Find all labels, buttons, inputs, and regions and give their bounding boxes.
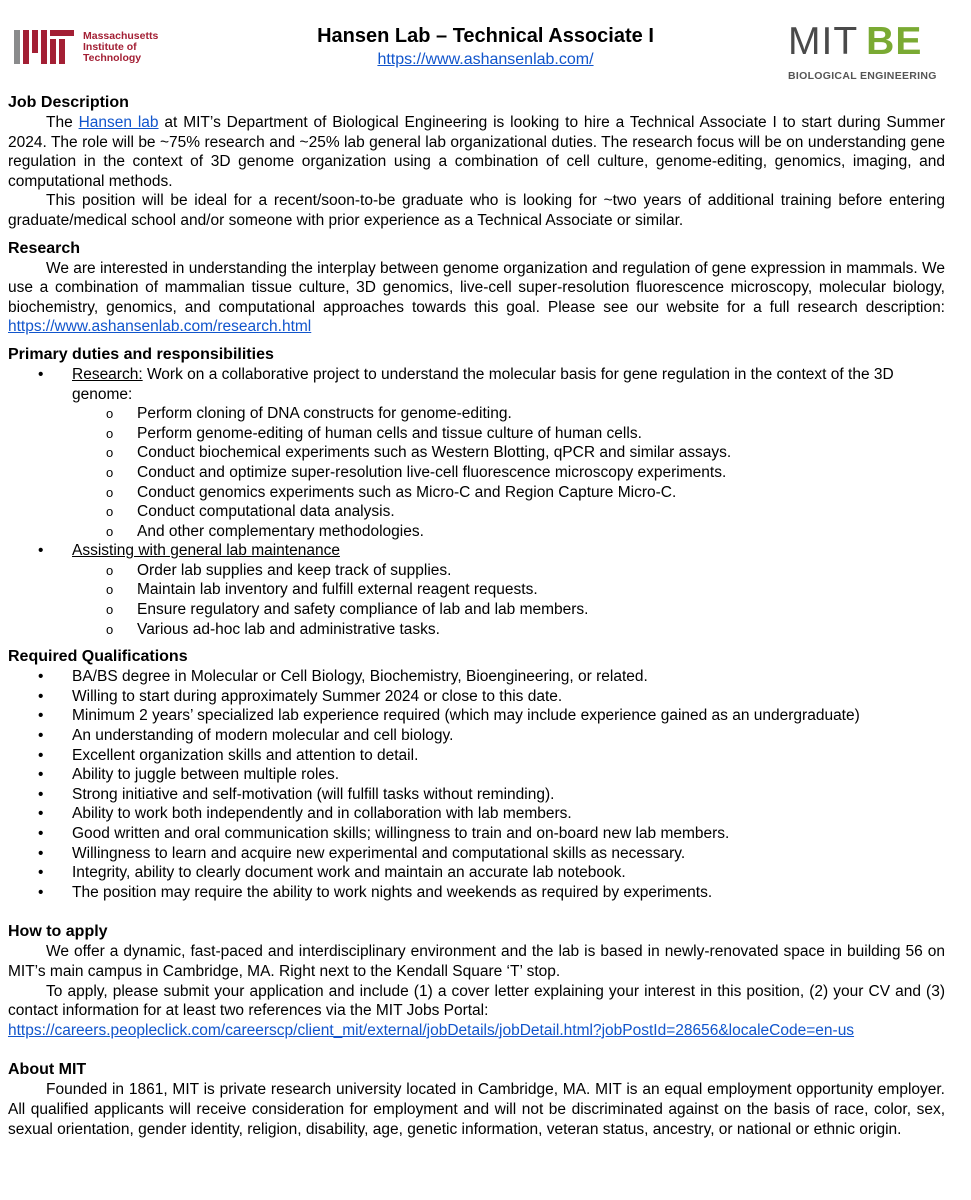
sub-item-text: Conduct and optimize super-resolution live-cell fluorescence microscopy experiments.: [137, 463, 727, 481]
be-logo-mit: MIT: [788, 20, 859, 63]
list-item: [8, 620, 945, 640]
list-item: [8, 463, 945, 483]
sub-bullet-icon: o: [106, 621, 114, 637]
duty-maintenance-label: Assisting with general lab maintenance: [72, 542, 340, 560]
heading-how-to-apply: How to apply: [8, 923, 108, 941]
sub-item-text: Maintain lab inventory and fulfill external reagent requests.: [137, 581, 538, 599]
sub-bullet-icon: o: [106, 484, 114, 500]
apply-paragraph-2: To apply, please submit your application and include (1) a cover letter explaining your interest in this position, (2) your CV and (3) contact information for at least two references via the MIT Jobs Portal:: [8, 982, 945, 1020]
hansen-lab-link[interactable]: Hansen lab: [78, 114, 159, 131]
be-logo-wordmark: [788, 22, 937, 62]
sub-bullet-icon: o: [106, 582, 114, 598]
spacer: [8, 1048, 945, 1060]
bullet-icon: •: [38, 805, 44, 823]
sub-item-text: And other complementary methodologies.: [137, 522, 424, 540]
list-item: [8, 522, 945, 542]
bullet-icon: •: [38, 365, 44, 383]
qualification-text: Strong initiative and self-motivation (will fulfill tasks without reminding).: [72, 785, 555, 803]
mit-logo-line-3: Technology: [83, 51, 142, 64]
heading-qualifications: Required Qualifications: [8, 648, 188, 666]
qualification-text: Ability to juggle between multiple roles.: [72, 766, 340, 784]
research-text: We are interested in understanding the interplay between genome organization and regulation of gene expression in mammals. We use a combination of mammalian tissue culture, 3D genomics, live-cell super-resolution fluorescence microscopy, molecular biology, biochemistry, genomics, and computational approaches towards this goal. Please see our website for a full research description:: [8, 259, 945, 316]
sub-item-text: Ensure regulatory and safety compliance of lab and lab members.: [137, 601, 589, 619]
sub-item-text: Various ad-hoc lab and administrative tasks.: [137, 620, 440, 638]
qualification-text: BA/BS degree in Molecular or Cell Biology, Biochemistry, Bioengineering, or related.: [72, 668, 648, 686]
about-mit-paragraph: Founded in 1861, MIT is private research university located in Cambridge, MA. MIT is an equal employment opportunity employer. All qualified applicants will receive consideration for employment and will not be discriminated against on the basis of race, color, sex, sexual orientation, gender identity, religion, disability, age, genetic information, veteran status, ancestry, or national or ethnic origin.: [8, 1081, 945, 1138]
bullet-icon: •: [38, 707, 44, 725]
be-logo-subtitle: BIOLOGICAL ENGINEERING: [788, 70, 937, 82]
heading-about-mit: About MIT: [8, 1061, 87, 1079]
list-item: [8, 600, 945, 620]
list-item: [8, 404, 945, 424]
bullet-icon: •: [38, 766, 44, 784]
sub-item-text: Conduct computational data analysis.: [137, 503, 395, 521]
section-job-description: [8, 93, 945, 231]
heading-job-description: Job Description: [8, 94, 129, 111]
heading-duties: Primary duties and responsibilities: [8, 345, 274, 363]
apply-link-container: [8, 1021, 945, 1041]
mit-be-logo: [788, 22, 937, 87]
bullet-icon: •: [38, 844, 44, 862]
list-item: [8, 765, 945, 785]
list-item: [8, 541, 945, 639]
sub-item-text: Perform cloning of DNA constructs for genome-editing.: [137, 405, 512, 423]
bullet-icon: •: [38, 825, 44, 842]
heading-research: Research: [8, 239, 81, 257]
job-description-paragraph-2: This position will be ideal for a recent/soon-to-be graduate who is looking for ~two years of additional training before entering graduate/medical school and/or someone with prior experience as a Technical Associate or similar.: [8, 192, 945, 229]
jd-p1-post: at MIT’s Department of Biological Engineering is looking to hire a Technical Associate I to start during Summer 2024. The role will be ~75% research and ~25% lab general lab organizational duties. The research focus will be on understanding gene regulation in the context of 3D genome organization using a combination of cell culture, genome-editing, genomics, imaging, and computational methods.: [8, 114, 946, 190]
bullet-icon: •: [38, 883, 44, 901]
sub-bullet-icon: o: [106, 425, 114, 441]
qualification-text: The position may require the ability to work nights and weekends as required by experiments.: [72, 883, 713, 901]
document-body: [8, 93, 945, 1147]
be-logo-be: BE: [866, 20, 923, 63]
spacer: [8, 910, 945, 922]
list-item: [8, 824, 945, 844]
qualification-text: An understanding of modern molecular and cell biology.: [72, 727, 454, 745]
qualification-text: Excellent organization skills and attention to detail.: [72, 746, 419, 764]
sub-bullet-icon: o: [106, 445, 114, 461]
list-item: [8, 687, 945, 707]
sub-bullet-icon: o: [106, 464, 114, 480]
list-item: [8, 502, 945, 522]
list-item: [8, 483, 945, 503]
list-item: [8, 424, 945, 444]
mit-logo-line-2: Institute of: [83, 40, 137, 53]
bullet-icon: •: [38, 864, 44, 882]
page-title: Hansen Lab – Technical Associate I: [317, 25, 654, 47]
bullet-icon: •: [38, 687, 44, 705]
apply-paragraph-1: We offer a dynamic, fast-paced and interdisciplinary environment and the lab is based in newly-renovated space in building 56 on MIT’s main campus in Cambridge, MA. Right next to the Kendall Square ‘T’ stop.: [8, 943, 945, 980]
section-research: [8, 239, 945, 337]
sub-bullet-icon: o: [106, 523, 114, 539]
list-item: [8, 706, 945, 726]
list-item: [8, 443, 945, 463]
list-item: [8, 726, 945, 746]
job-description-paragraph-1: [8, 113, 945, 191]
qualifications-list: [8, 667, 945, 902]
jd-p1-pre: The: [46, 114, 79, 131]
research-duties-sublist: [72, 404, 945, 541]
section-qualifications: [8, 647, 945, 902]
sub-bullet-icon: o: [106, 562, 114, 578]
list-item: [8, 883, 945, 903]
lab-website-link[interactable]: https://www.ashansenlab.com/: [377, 51, 594, 68]
list-item: [8, 746, 945, 766]
sub-item-text: Conduct biochemical experiments such as Western Blotting, qPCR and similar assays.: [137, 444, 732, 462]
qualification-text: Minimum 2 years’ specialized lab experience required (which may include experience gained as an undergraduate): [72, 707, 860, 725]
duty-research-text: Work on a collaborative project to understand the molecular basis for gene regulation in the context of the 3D genome:: [72, 365, 894, 403]
mit-jobs-portal-link[interactable]: https://careers.peopleclick.com/careerscp/client_mit/external/jobDetails/jobDetail.html?jobPostId=28656&localeCode=en-us: [8, 1021, 855, 1039]
sub-bullet-icon: o: [106, 406, 114, 422]
page-header: [0, 0, 971, 92]
sub-item-text: Order lab supplies and keep track of supplies.: [137, 561, 452, 579]
qualification-text: Ability to work both independently and in collaboration with lab members.: [72, 805, 572, 823]
research-link[interactable]: https://www.ashansenlab.com/research.html: [8, 318, 312, 336]
section-how-to-apply: [8, 922, 945, 1040]
duty-research-label: Research:: [72, 365, 143, 383]
list-item: [8, 365, 945, 541]
sub-item-text: Conduct genomics experiments such as Micro-C and Region Capture Micro-C.: [137, 483, 677, 501]
bullet-icon: •: [38, 727, 44, 745]
bullet-icon: •: [38, 746, 44, 764]
list-item: [8, 785, 945, 805]
section-duties: [8, 345, 945, 639]
duties-list: [8, 365, 945, 639]
list-item: [8, 667, 945, 687]
maintenance-duties-sublist: [72, 561, 945, 639]
section-about-mit: [8, 1060, 945, 1139]
research-paragraph: [8, 259, 945, 337]
bullet-icon: •: [38, 785, 44, 803]
qualification-text: Willingness to learn and acquire new experimental and computational skills as necessary.: [72, 844, 686, 862]
sub-bullet-icon: o: [106, 504, 114, 520]
list-item: [8, 580, 945, 600]
list-item: [8, 561, 945, 581]
qualification-text: Good written and oral communication skills; willingness to train and on-board new lab members.: [72, 825, 730, 842]
list-item: [8, 804, 945, 824]
sub-bullet-icon: o: [106, 602, 114, 618]
list-item: [8, 844, 945, 864]
bullet-icon: •: [38, 542, 44, 560]
qualification-text: Willing to start during approximately Summer 2024 or close to this date.: [72, 687, 563, 705]
qualification-text: Integrity, ability to clearly document work and maintain an accurate lab notebook.: [72, 864, 626, 882]
list-item: [8, 863, 945, 883]
sub-item-text: Perform genome-editing of human cells and tissue culture of human cells.: [137, 424, 642, 442]
bullet-icon: •: [38, 668, 44, 686]
mit-logo-line-1: Massachusetts: [83, 29, 159, 42]
